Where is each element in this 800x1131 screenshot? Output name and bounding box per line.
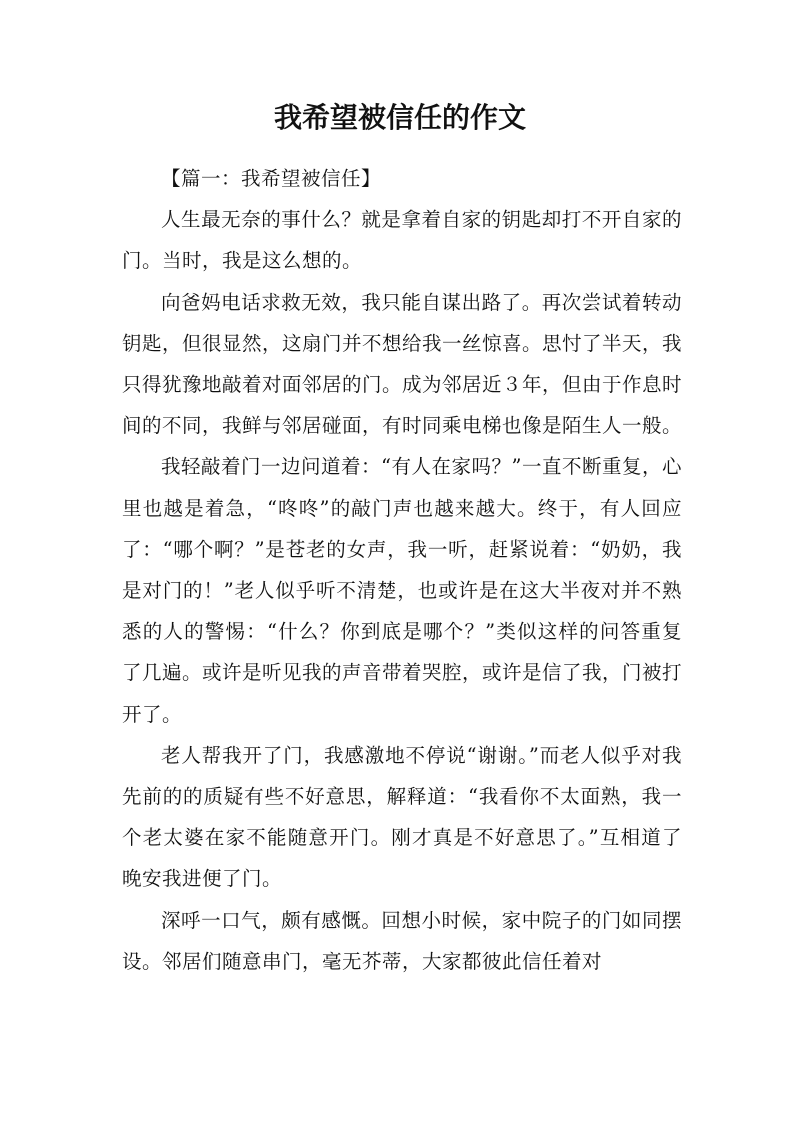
document-body [122,158,682,982]
paragraph: 深呼一口气，颇有感慨。回想小时候，家中院子的门如同摆设。邻居们随意串门，毫无芥蒂，大家都彼此信任着对 [122,908,682,973]
document-title: 我希望被信任的作文 [273,101,526,134]
paragraph: 我轻敲着门一边问道着：“有人在家吗？”一直不断重复，心里也越是着急，“咚咚”的敲门声也越来越大。终于，有人回应了：“哪个啊？”是苍老的女声，我一听，赶紧说着：“奶奶，我是对门的！”老人似乎听不清楚，也或许是在这大半夜对并不熟悉的人的警惕：“什么？你到底是哪个？”类似这样的问答重复了几遍。或许是听见我的声音带着哭腔，或许是信了我，门被打开了。 [122,455,683,726]
paragraph: 向爸妈电话求救无效，我只能自谋出路了。再次尝试着转动钥匙，但很显然，这扇门并不想给我一丝惊喜。思忖了半天，我只得犹豫地敲着对面邻居的门。成为邻居近３年，但由于作息时间的不同，我鲜与邻居碰面，有时同乘电梯也像是陌生人一般。 [122,290,683,438]
paragraph: 老人帮我开了门，我感激地不停说“谢谢。”而老人似乎对我先前的的质疑有些不好意思，解释道：“我看你不太面熟，我一个老太婆在家不能随意开门。刚才真是不好意思了。”互相道了晚安我进便了门。 [122,743,682,891]
paragraph: 人生最无奈的事什么？就是拿着自家的钥匙却打不开自家的门。当时，我是这么想的。 [122,208,682,273]
section-heading: 【篇一：我希望被信任】 [161,167,382,190]
